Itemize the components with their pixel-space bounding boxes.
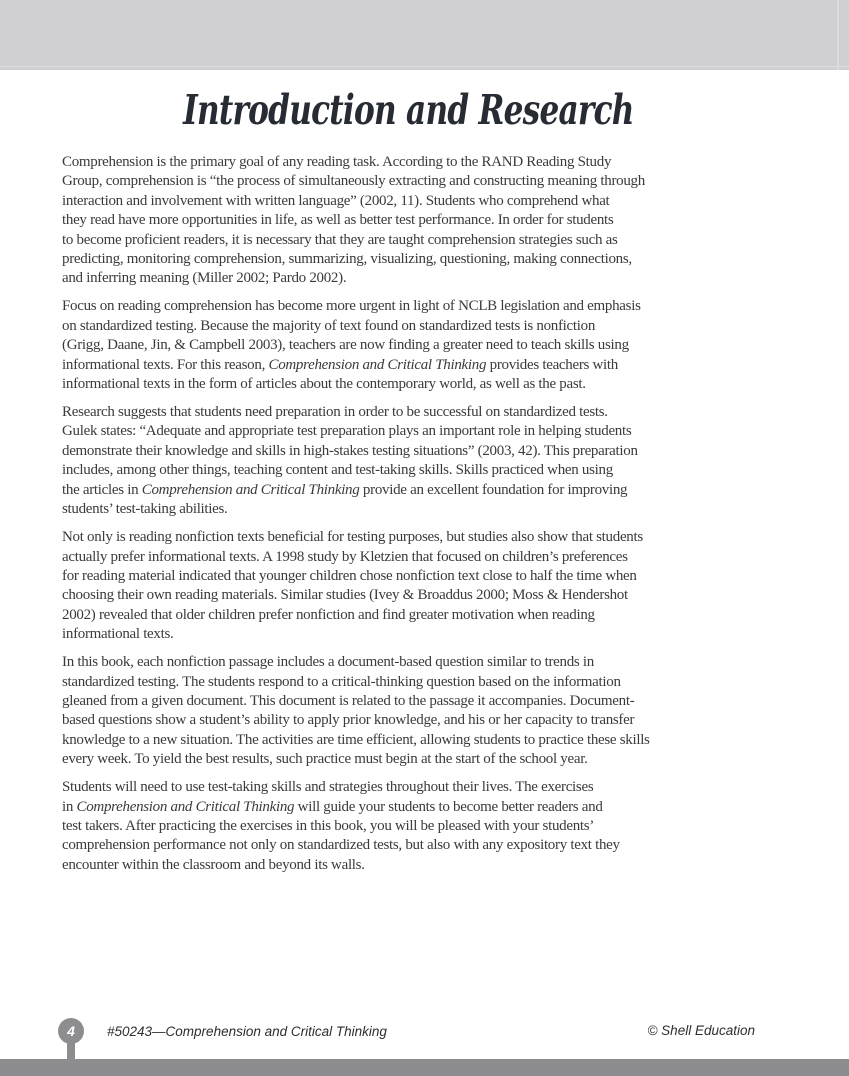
band-accent-line-vertical <box>837 0 839 70</box>
paragraph: Students will need to use test-taking skills and strategies throughout their lives. The exercises in Comprehension and Critical Thinking will guide your students to become better readers and test takers. After practicing the exercises in this book, you will be pleased with your students’ comprehension performance not only on standardized tests, but also with any expository text they encounter within the classroom and beyond its walls. <box>62 779 620 873</box>
paragraph: Comprehension is the primary goal of any reading task. According to the RAND Reading Study Group, comprehension is “the process of simultaneously extracting and constructing meaning through interaction and involvement with written language” (2002, 11). Students who comprehend what they read have more opportunities in life, as well as better test performance. In order for students to become proficient readers, it is necessary that they are taught comprehension strategies such as predicting, monitoring comprehension, summarizing, visualizing, questioning, making connections, and inferring meaning (Miller 2002; Pardo 2002). <box>62 154 645 287</box>
page-title-text: Introduction and Research <box>182 86 634 134</box>
band-accent-line-horizontal <box>0 66 849 67</box>
page-number: 4 <box>67 1023 75 1039</box>
paragraph: Not only is reading nonfiction texts beneficial for testing purposes, but studies also show that students actually prefer informational texts. A 1998 study by Kletzien that focused on children’s preferences for reading material indicated that younger children chose nonfiction text close to half the time when choosing their own reading materials. Similar studies (Ivey & Broaddus 2000; Moss & Hendershot 2002) revealed that older children prefer nonfiction and find greater motivation when reading informational texts. <box>62 529 643 643</box>
body-text <box>62 153 762 884</box>
paragraph: Focus on reading comprehension has become more urgent in light of NCLB legislation and emphasis on standardized testing. Because the majority of text found on standardized tests is nonfiction (Grigg, Daane, Jin, & Campbell 2003), teachers are now finding a greater need to teach skills using informational texts. For this reason, Comprehension and Critical Thinking provides teachers with informational texts in the form of articles about the contemporary world, as well as the past. <box>62 298 641 393</box>
paragraph: In this book, each nonfiction passage includes a document-based question similar to trends in standardized testing. The students respond to a critical-thinking question based on the information gleaned from a given document. This document is related to the passage it accompanies. Document- based questions show a student’s ability to apply prior knowledge, and his or her capacity to transfer knowledge to a new situation. The activities are time efficient, allowing students to practice these skills every week. To yield the best results, such practice must begin at the start of the school year. <box>62 654 650 768</box>
page-title <box>62 86 754 134</box>
page-number-stem <box>67 1041 75 1061</box>
top-band <box>0 0 849 70</box>
footer-book-id: #50243—Comprehension and Critical Thinking <box>107 1024 387 1039</box>
bottom-bar <box>0 1059 849 1076</box>
footer-publisher: © Shell Education <box>647 1023 755 1038</box>
paragraph: Research suggests that students need preparation in order to be successful on standardized tests. Gulek states: “Adequate and appropriate test preparation plays an important role in helping students demonstrate their knowledge and skills in high-stakes testing situations” (2003, 42). This preparation includes, among other things, teaching content and test-taking skills. Skills practiced when using the articles in Comprehension and Critical Thinking provide an excellent foundation for improving students’ test-taking abilities. <box>62 404 638 518</box>
